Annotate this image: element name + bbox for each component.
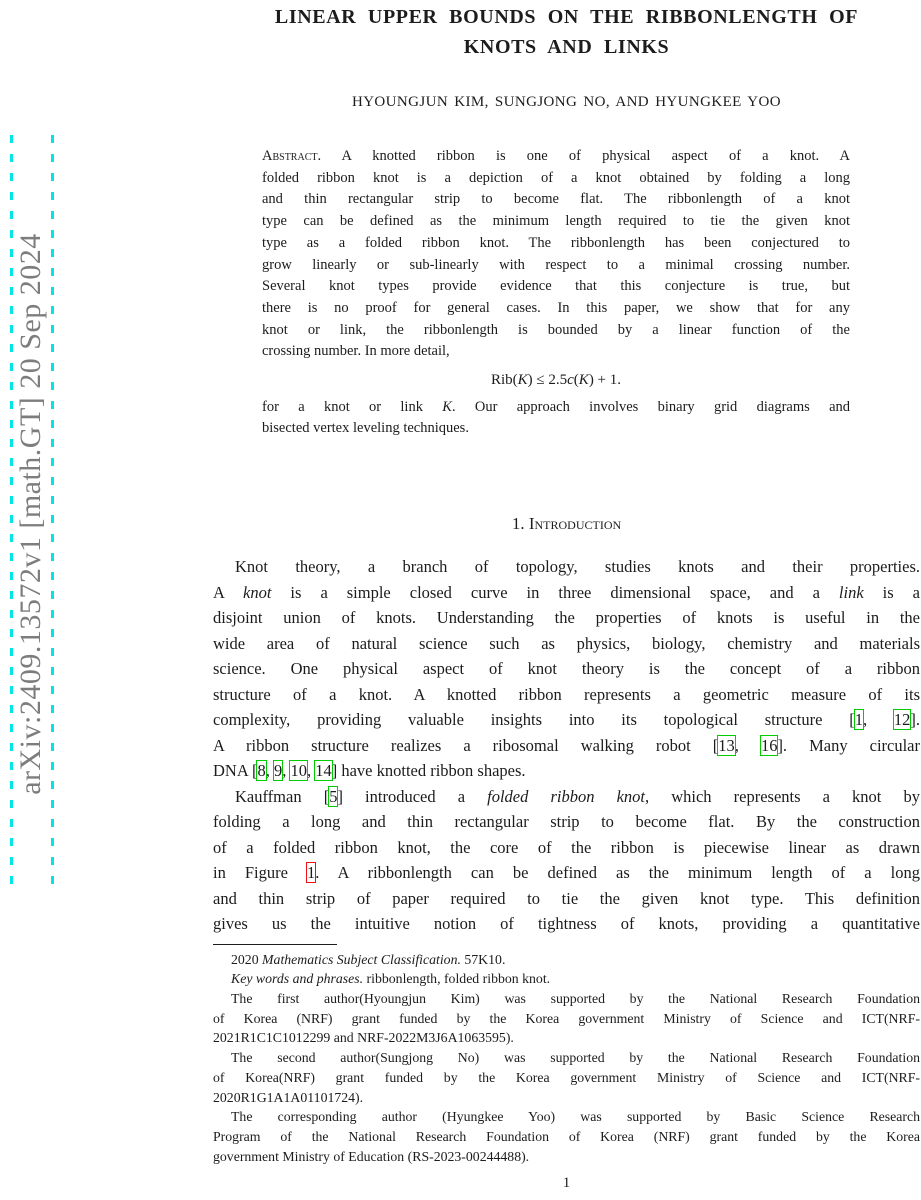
text-run: The first author(Hyoungjun Kim) was supported by the National Research Foundation — [231, 991, 920, 1007]
text-run: of a folded ribbon knot, the core of the ribbon is piecewise linear as drawn — [213, 837, 920, 857]
text-run: ]. Many circular — [777, 735, 920, 755]
text-line — [262, 146, 850, 168]
text-line — [262, 341, 850, 363]
text-run: knot — [243, 582, 272, 602]
text-run: Knot theory, a branch of topology, studies knots and their properties. — [235, 557, 920, 577]
text-run: there is no proof for general cases. In this paper, we show that for any — [262, 299, 850, 316]
paper-content — [213, 0, 920, 1192]
text-run: The corresponding author (Hyungkee Yoo) was supported by Basic Science Research — [231, 1109, 920, 1125]
text-run: ) ≤ 2.5 — [527, 372, 568, 389]
text-line — [213, 784, 920, 810]
watermark-dash-right — [51, 135, 54, 893]
title-line-1: LINEAR UPPER BOUNDS ON THE RIBBONLENGTH OF — [274, 6, 859, 28]
text-line — [213, 605, 920, 631]
text-line — [213, 1088, 920, 1108]
text-run: government Ministry of Education (RS-2023-00244488). — [213, 1148, 530, 1164]
text-line — [262, 370, 850, 392]
text-line — [213, 1127, 920, 1147]
text-line — [213, 1028, 920, 1048]
text-line — [213, 733, 920, 759]
text-line — [213, 950, 920, 970]
text-run: . A ribbonlength can be defined as the minimum length of a long — [315, 863, 920, 883]
text-line — [262, 255, 850, 277]
text-run: for a knot or link — [262, 398, 443, 415]
text-run: science. One physical aspect of knot theory is the concept of a ribbon — [213, 659, 920, 679]
text-run: 2020R1G1A1A01101724). — [213, 1089, 364, 1105]
citation-link[interactable]: 12 — [893, 710, 911, 730]
text-run: ] introduced a — [337, 786, 488, 806]
text-run: link — [838, 582, 864, 602]
text-line — [262, 211, 850, 233]
text-run: type as a folded ribbon knot. The ribbonlength has been conjectured to — [262, 234, 850, 251]
text-run: . Our approach involves binary grid diagrams and — [451, 398, 851, 415]
text-line — [213, 969, 920, 989]
text-line — [213, 1009, 920, 1029]
text-line — [262, 397, 850, 419]
text-run: grow linearly or sub-linearly with respect to a minimal crossing number. — [262, 256, 850, 273]
text-line — [262, 418, 850, 440]
text-line — [262, 320, 850, 342]
page-number: 1 — [562, 1175, 571, 1192]
text-run: A knotted ribbon is one of physical aspect of a knot. A — [321, 148, 850, 164]
text-run: , which represents a knot by — [644, 786, 920, 806]
text-run: 1. — [511, 514, 529, 534]
text-run: A ribbon structure realizes a ribosomal walking robot [ — [213, 735, 719, 755]
text-run: is a simple closed curve in three dimensional space, and a — [271, 582, 839, 602]
text-run: and thin rectangular strip to become flat. The ribbonlength of a knot — [262, 191, 850, 208]
text-line — [213, 1048, 920, 1068]
text-line — [262, 168, 850, 190]
figure-ref-link[interactable]: 1 — [307, 863, 316, 883]
abstract-block — [262, 146, 850, 440]
text-run: K — [442, 398, 452, 415]
text-run: folded ribbon knot is a depiction of a knot obtained by folding a long — [262, 169, 850, 186]
arxiv-watermark — [0, 0, 60, 1200]
text-run: and thin strip of paper required to tie the given knot type. This definition — [213, 888, 920, 908]
text-line — [213, 1147, 920, 1167]
text-line — [213, 631, 920, 657]
text-line — [213, 1107, 920, 1127]
text-run: , — [734, 735, 761, 755]
text-run: in Figure — [213, 863, 308, 883]
citation-link[interactable]: 5 — [329, 786, 338, 806]
text-run: disjoint union of knots. Understanding the properties of knots is useful in the — [213, 608, 920, 628]
citation-link[interactable]: 9 — [273, 761, 283, 781]
text-run: Program of the National Research Foundation of Korea (NRF) grant funded by the Korea — [213, 1128, 920, 1144]
footnotes-block — [213, 950, 920, 1167]
text-run: 2021R1C1C1012299 and NRF-2022M3J6A1063595). — [213, 1030, 514, 1046]
text-run: bisected vertex leveling techniques. — [262, 420, 469, 437]
text-run: gives us the intuitive notion of tightness of knots, providing a quantitative — [213, 914, 920, 934]
text-run: folded ribbon knot — [487, 786, 645, 806]
text-run: ( — [573, 372, 579, 389]
text-line — [262, 189, 850, 211]
footnote-rule — [213, 944, 337, 945]
text-line — [213, 886, 920, 912]
text-run: Mathematics Subject Classification. — [262, 951, 461, 967]
text-run: , — [862, 710, 894, 730]
text-run: crossing number. In more detail, — [262, 343, 450, 360]
citation-link[interactable]: 10 — [290, 761, 307, 781]
footnote-ack-first-author — [213, 989, 920, 1048]
text-run: Rib( — [490, 372, 518, 389]
text-run: A — [213, 582, 244, 602]
text-run: DNA [ — [213, 761, 258, 781]
text-line — [213, 707, 920, 733]
text-run: , — [306, 761, 316, 781]
text-run: complexity, providing valuable insights into its topological structure [ — [213, 710, 855, 730]
text-line — [213, 860, 920, 886]
text-run: Key words and phrases. — [231, 971, 364, 987]
text-line — [262, 233, 850, 255]
citation-link[interactable]: 16 — [760, 735, 778, 755]
text-run: structure of a knot. A knotted ribbon represents a geometric measure of its — [213, 684, 920, 704]
intro-paragraph-1 — [213, 554, 920, 784]
footnote-ack-second-author — [213, 1048, 920, 1107]
text-line — [213, 656, 920, 682]
authors-line: HYOUNGJUN KIM, SUNGJONG NO, AND HYUNGKEE YOO — [351, 94, 782, 110]
arxiv-id-text[interactable]: arXiv:2409.13572v1 [math.GT] 20 Sep 2024 — [14, 233, 47, 795]
text-run: ]. — [910, 710, 920, 730]
text-run: K — [517, 372, 528, 389]
text-run: ) + 1. — [588, 372, 622, 389]
text-line — [262, 276, 850, 298]
citation-link[interactable]: 14 — [315, 761, 332, 781]
watermark-dash-left — [10, 135, 13, 893]
text-run: knot or link, the ribbonlength is bounded by a linear function of the — [262, 321, 850, 338]
text-run: wide area of natural science such as physics, biology, chemistry and materials — [213, 633, 920, 653]
text-line — [213, 758, 920, 784]
citation-link[interactable]: 1 — [854, 710, 863, 730]
text-run: Introduction — [528, 514, 622, 534]
text-run: c — [567, 372, 574, 389]
text-run: folding a long and thin rectangular strip to become flat. By the construction — [213, 812, 920, 832]
text-line — [213, 512, 920, 536]
text-line — [213, 554, 920, 580]
section-heading-introduction — [213, 512, 920, 536]
text-line — [213, 682, 920, 708]
text-run: Kauffman [ — [235, 786, 330, 806]
text-run: Abstract. — [262, 148, 322, 164]
text-run: , — [265, 761, 274, 781]
text-line — [213, 580, 920, 606]
text-line — [213, 1068, 920, 1088]
text-run: ribbonlength, folded ribbon knot. — [363, 971, 551, 987]
text-run: 57K10. — [460, 951, 506, 967]
text-run: ] have knotted ribbon shapes. — [331, 761, 526, 781]
title-line-2: KNOTS AND LINKS — [463, 36, 670, 58]
text-run: , — [282, 761, 291, 781]
text-run: of Korea (NRF) grant funded by the Korea government Ministry of Science and ICT(NRF- — [213, 1010, 920, 1026]
text-run: 2020 — [231, 951, 263, 967]
text-line — [213, 835, 920, 861]
citation-link[interactable]: 13 — [718, 735, 735, 755]
text-line — [213, 911, 920, 937]
text-run: The second author(Sungjong No) was supported by the National Research Foundation — [231, 1050, 920, 1066]
text-line — [262, 298, 850, 320]
text-run: Several knot types provide evidence that this conjecture is true, but — [262, 278, 850, 295]
text-run: K — [578, 372, 589, 389]
text-run: is a — [863, 582, 920, 602]
footnote-keywords — [213, 969, 920, 989]
paper-title — [213, 0, 920, 62]
text-run: type can be defined as the minimum length required to tie the given knot — [262, 213, 850, 230]
footnote-ack-corresponding-author — [213, 1107, 920, 1166]
text-line — [213, 989, 920, 1009]
text-line — [213, 809, 920, 835]
citation-link[interactable]: 8 — [257, 761, 266, 781]
footnote-msc — [213, 950, 920, 970]
text-run: of Korea(NRF) grant funded by the Korea government Ministry of Science and ICT(NRF- — [213, 1069, 920, 1085]
intro-paragraph-2 — [213, 784, 920, 937]
